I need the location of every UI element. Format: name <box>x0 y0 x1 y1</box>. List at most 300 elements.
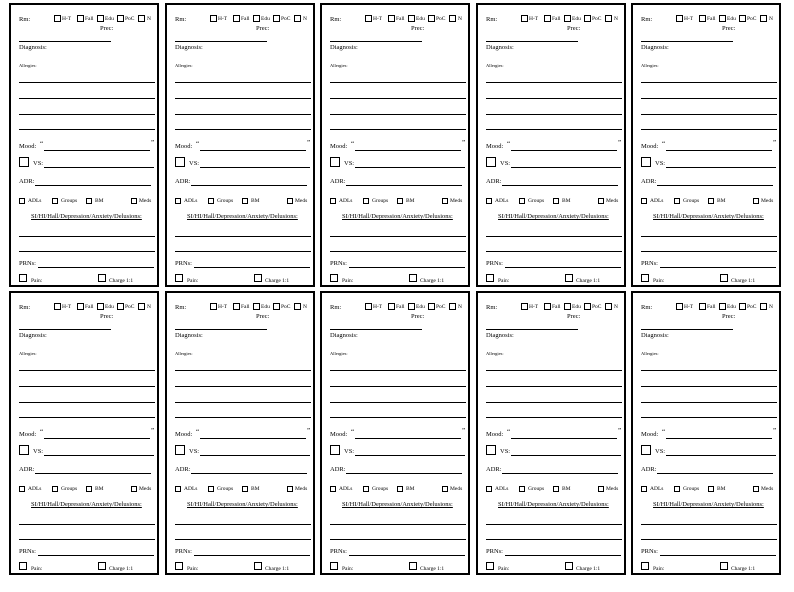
vs-checkbox[interactable] <box>175 445 185 455</box>
mood-label: Mood: <box>486 431 504 438</box>
adls-label: ADLs <box>339 198 353 204</box>
fall-checkbox[interactable] <box>699 15 706 22</box>
mood-open-quote: “ <box>351 140 355 148</box>
room-line[interactable] <box>19 329 111 330</box>
edu-checkbox[interactable] <box>564 303 571 310</box>
notes-line[interactable] <box>641 98 777 99</box>
allergies-label: Allergies: <box>486 63 504 68</box>
ht-label: H-T <box>373 16 383 22</box>
groups-checkbox[interactable] <box>363 486 369 492</box>
n-checkbox[interactable] <box>138 303 145 310</box>
bm-checkbox[interactable] <box>86 486 92 492</box>
room-line[interactable] <box>19 41 111 42</box>
prns-line[interactable] <box>660 267 776 268</box>
notes-line[interactable] <box>19 386 155 387</box>
symptoms-line[interactable] <box>486 524 622 525</box>
vs-line[interactable] <box>355 455 465 456</box>
pain-label: Pain: <box>31 278 43 284</box>
poc-checkbox[interactable] <box>739 303 746 310</box>
prns-line[interactable] <box>38 267 154 268</box>
poc-label: PoC <box>281 16 291 22</box>
room-line[interactable] <box>486 41 578 42</box>
symptoms-line[interactable] <box>175 236 311 237</box>
pain-checkbox[interactable] <box>641 274 649 282</box>
notes-line[interactable] <box>641 82 777 83</box>
adls-checkbox[interactable] <box>641 198 647 204</box>
mood-line[interactable] <box>200 438 306 439</box>
n-checkbox[interactable] <box>294 15 301 22</box>
patient-report-sheet <box>9 3 785 575</box>
notes-line[interactable] <box>330 129 466 130</box>
adr-line[interactable] <box>191 185 307 186</box>
room-label: Rm: <box>641 304 653 311</box>
notes-line[interactable] <box>175 402 311 403</box>
groups-checkbox[interactable] <box>208 198 214 204</box>
diagnosis-label: Diagnosis: <box>486 332 514 339</box>
prns-line[interactable] <box>349 267 465 268</box>
bm-checkbox[interactable] <box>242 486 248 492</box>
notes-line[interactable] <box>330 417 466 418</box>
adr-line[interactable] <box>191 473 307 474</box>
vs-line[interactable] <box>200 455 310 456</box>
adls-checkbox[interactable] <box>330 486 336 492</box>
meds-checkbox[interactable] <box>598 198 604 204</box>
pain-checkbox[interactable] <box>486 274 494 282</box>
notes-line[interactable] <box>486 129 622 130</box>
edu-checkbox[interactable] <box>97 15 104 22</box>
ht-checkbox[interactable] <box>521 15 528 22</box>
bm-checkbox[interactable] <box>86 198 92 204</box>
adls-label: ADLs <box>28 198 42 204</box>
room-label: Rm: <box>641 16 653 23</box>
fall-checkbox[interactable] <box>233 15 240 22</box>
pain-checkbox[interactable] <box>175 562 183 570</box>
meds-checkbox[interactable] <box>287 198 293 204</box>
notes-line[interactable] <box>19 114 155 115</box>
allergies-label: Allergies: <box>330 63 348 68</box>
fall-checkbox[interactable] <box>233 303 240 310</box>
room-line[interactable] <box>641 329 733 330</box>
room-line[interactable] <box>175 41 267 42</box>
pain-checkbox[interactable] <box>641 562 649 570</box>
notes-line[interactable] <box>330 82 466 83</box>
ht-checkbox[interactable] <box>676 15 683 22</box>
bm-label: BM <box>562 486 571 492</box>
room-line[interactable] <box>641 41 733 42</box>
notes-line[interactable] <box>641 129 777 130</box>
prec-label: Prec: <box>722 313 736 320</box>
meds-checkbox[interactable] <box>753 486 759 492</box>
adls-checkbox[interactable] <box>175 486 181 492</box>
meds-checkbox[interactable] <box>131 198 137 204</box>
n-checkbox[interactable] <box>449 15 456 22</box>
edu-label: Edu <box>416 304 425 310</box>
symptoms-line[interactable] <box>641 236 777 237</box>
patient-card <box>165 3 315 287</box>
prns-line[interactable] <box>660 555 776 556</box>
notes-line[interactable] <box>486 98 622 99</box>
adr-line[interactable] <box>35 473 151 474</box>
mood-line[interactable] <box>511 438 617 439</box>
bm-label: BM <box>562 198 571 204</box>
pain-label: Pain: <box>653 278 665 284</box>
vs-line[interactable] <box>511 455 621 456</box>
symptoms-line[interactable] <box>19 539 155 540</box>
symptoms-line[interactable] <box>486 539 622 540</box>
vs-checkbox[interactable] <box>641 157 651 167</box>
bm-checkbox[interactable] <box>708 486 714 492</box>
ht-checkbox[interactable] <box>365 303 372 310</box>
room-label: Rm: <box>330 16 342 23</box>
symptoms-line[interactable] <box>175 539 311 540</box>
mood-line[interactable] <box>44 150 150 151</box>
mood-close-quote: ” <box>618 427 622 435</box>
symptoms-line[interactable] <box>486 236 622 237</box>
notes-line[interactable] <box>330 98 466 99</box>
ht-checkbox[interactable] <box>365 15 372 22</box>
n-checkbox[interactable] <box>605 303 612 310</box>
poc-checkbox[interactable] <box>584 303 591 310</box>
vs-line[interactable] <box>355 167 465 168</box>
charge-checkbox[interactable] <box>565 562 573 570</box>
notes-line[interactable] <box>175 370 311 371</box>
fall-checkbox[interactable] <box>544 15 551 22</box>
vs-line[interactable] <box>511 167 621 168</box>
prns-label: PRNs: <box>641 548 658 555</box>
vs-label: VS: <box>33 160 44 167</box>
poc-checkbox[interactable] <box>273 15 280 22</box>
ht-checkbox[interactable] <box>54 303 61 310</box>
notes-line[interactable] <box>19 370 155 371</box>
notes-line[interactable] <box>19 402 155 403</box>
fall-checkbox[interactable] <box>77 303 84 310</box>
pain-checkbox[interactable] <box>175 274 183 282</box>
groups-label: Groups <box>683 198 700 204</box>
n-label: N <box>458 16 462 22</box>
notes-line[interactable] <box>641 386 777 387</box>
bm-checkbox[interactable] <box>397 198 403 204</box>
vs-label: VS: <box>500 160 511 167</box>
vs-checkbox[interactable] <box>486 445 496 455</box>
groups-checkbox[interactable] <box>674 486 680 492</box>
notes-line[interactable] <box>175 386 311 387</box>
charge-checkbox[interactable] <box>254 274 262 282</box>
n-checkbox[interactable] <box>449 303 456 310</box>
notes-line[interactable] <box>641 402 777 403</box>
notes-line[interactable] <box>19 82 155 83</box>
mood-line[interactable] <box>355 438 461 439</box>
n-checkbox[interactable] <box>294 303 301 310</box>
pain-checkbox[interactable] <box>19 562 27 570</box>
notes-line[interactable] <box>641 417 777 418</box>
symptoms-line[interactable] <box>19 524 155 525</box>
poc-label: PoC <box>592 16 602 22</box>
notes-line[interactable] <box>175 98 311 99</box>
notes-line[interactable] <box>330 386 466 387</box>
edu-checkbox[interactable] <box>253 303 260 310</box>
fall-label: Fall <box>707 16 716 22</box>
mood-line[interactable] <box>666 438 772 439</box>
ht-checkbox[interactable] <box>676 303 683 310</box>
groups-label: Groups <box>372 198 389 204</box>
bm-label: BM <box>95 198 104 204</box>
bm-label: BM <box>406 486 415 492</box>
vs-label: VS: <box>655 160 666 167</box>
mood-close-quote: ” <box>773 139 777 147</box>
n-checkbox[interactable] <box>605 15 612 22</box>
adls-checkbox[interactable] <box>19 198 25 204</box>
charge-label: Charge 1:1 <box>731 566 756 572</box>
notes-line[interactable] <box>486 417 622 418</box>
ht-checkbox[interactable] <box>54 15 61 22</box>
pain-checkbox[interactable] <box>486 562 494 570</box>
charge-checkbox[interactable] <box>254 562 262 570</box>
adr-label: ADR: <box>175 178 191 185</box>
adls-label: ADLs <box>495 486 509 492</box>
meds-checkbox[interactable] <box>753 198 759 204</box>
bm-label: BM <box>251 486 260 492</box>
vs-checkbox[interactable] <box>330 157 340 167</box>
fall-checkbox[interactable] <box>699 303 706 310</box>
vs-checkbox[interactable] <box>330 445 340 455</box>
bm-checkbox[interactable] <box>553 198 559 204</box>
groups-checkbox[interactable] <box>52 198 58 204</box>
edu-checkbox[interactable] <box>253 15 260 22</box>
ht-checkbox[interactable] <box>521 303 528 310</box>
groups-checkbox[interactable] <box>674 198 680 204</box>
room-line[interactable] <box>330 41 422 42</box>
allergies-label: Allergies: <box>175 351 193 356</box>
charge-label: Charge 1:1 <box>109 278 134 284</box>
edu-checkbox[interactable] <box>719 15 726 22</box>
fall-label: Fall <box>552 304 561 310</box>
symptoms-line[interactable] <box>330 236 466 237</box>
room-label: Rm: <box>19 16 31 23</box>
poc-checkbox[interactable] <box>739 15 746 22</box>
bm-checkbox[interactable] <box>242 198 248 204</box>
notes-line[interactable] <box>175 129 311 130</box>
notes-line[interactable] <box>175 114 311 115</box>
patient-card <box>631 3 781 287</box>
poc-checkbox[interactable] <box>584 15 591 22</box>
vs-label: VS: <box>189 448 200 455</box>
notes-line[interactable] <box>486 370 622 371</box>
notes-line[interactable] <box>175 417 311 418</box>
mood-line[interactable] <box>666 150 772 151</box>
pain-checkbox[interactable] <box>330 562 338 570</box>
adr-line[interactable] <box>657 185 773 186</box>
mood-line[interactable] <box>200 150 306 151</box>
poc-checkbox[interactable] <box>117 303 124 310</box>
poc-label: PoC <box>747 304 757 310</box>
meds-label: Meds <box>606 198 619 204</box>
ht-checkbox[interactable] <box>210 15 217 22</box>
adls-checkbox[interactable] <box>486 198 492 204</box>
fall-checkbox[interactable] <box>544 303 551 310</box>
mood-close-quote: ” <box>618 139 622 147</box>
vs-line[interactable] <box>666 455 776 456</box>
poc-checkbox[interactable] <box>428 303 435 310</box>
mood-line[interactable] <box>511 150 617 151</box>
charge-checkbox[interactable] <box>409 274 417 282</box>
prns-line[interactable] <box>505 267 621 268</box>
notes-line[interactable] <box>330 402 466 403</box>
vs-checkbox[interactable] <box>486 157 496 167</box>
n-checkbox[interactable] <box>760 15 767 22</box>
ht-checkbox[interactable] <box>210 303 217 310</box>
meds-checkbox[interactable] <box>598 486 604 492</box>
symptoms-line[interactable] <box>486 251 622 252</box>
groups-checkbox[interactable] <box>519 198 525 204</box>
notes-line[interactable] <box>486 82 622 83</box>
fall-label: Fall <box>396 304 405 310</box>
pain-label: Pain: <box>31 566 43 572</box>
symptoms-line[interactable] <box>641 524 777 525</box>
mood-line[interactable] <box>355 150 461 151</box>
meds-checkbox[interactable] <box>442 198 448 204</box>
ht-label: H-T <box>684 16 694 22</box>
room-line[interactable] <box>330 329 422 330</box>
fall-label: Fall <box>85 304 94 310</box>
symptoms-label: SI/HI/Hall/Depression/Anxiety/Delusions: <box>498 501 609 508</box>
notes-line[interactable] <box>486 386 622 387</box>
prns-line[interactable] <box>349 555 465 556</box>
poc-checkbox[interactable] <box>273 303 280 310</box>
mood-line[interactable] <box>44 438 150 439</box>
edu-label: Edu <box>572 304 581 310</box>
adls-checkbox[interactable] <box>330 198 336 204</box>
pain-checkbox[interactable] <box>330 274 338 282</box>
symptoms-line[interactable] <box>330 539 466 540</box>
adr-line[interactable] <box>502 473 618 474</box>
pain-checkbox[interactable] <box>19 274 27 282</box>
diagnosis-label: Diagnosis: <box>330 332 358 339</box>
groups-checkbox[interactable] <box>519 486 525 492</box>
symptoms-line[interactable] <box>641 251 777 252</box>
symptoms-line[interactable] <box>19 251 155 252</box>
vs-line[interactable] <box>44 455 154 456</box>
charge-checkbox[interactable] <box>720 274 728 282</box>
notes-line[interactable] <box>641 114 777 115</box>
n-label: N <box>458 304 462 310</box>
mood-close-quote: ” <box>773 427 777 435</box>
symptoms-line[interactable] <box>19 236 155 237</box>
adr-label: ADR: <box>486 178 502 185</box>
vs-checkbox[interactable] <box>19 445 29 455</box>
edu-checkbox[interactable] <box>408 303 415 310</box>
adls-checkbox[interactable] <box>486 486 492 492</box>
notes-line[interactable] <box>19 98 155 99</box>
notes-line[interactable] <box>19 129 155 130</box>
groups-label: Groups <box>372 486 389 492</box>
vs-checkbox[interactable] <box>641 445 651 455</box>
edu-checkbox[interactable] <box>719 303 726 310</box>
bm-checkbox[interactable] <box>397 486 403 492</box>
adls-checkbox[interactable] <box>175 198 181 204</box>
allergies-label: Allergies: <box>330 351 348 356</box>
room-label: Rm: <box>175 16 187 23</box>
notes-line[interactable] <box>486 402 622 403</box>
charge-checkbox[interactable] <box>98 562 106 570</box>
fall-label: Fall <box>707 304 716 310</box>
ht-label: H-T <box>218 304 228 310</box>
adr-line[interactable] <box>502 185 618 186</box>
fall-checkbox[interactable] <box>77 15 84 22</box>
adr-line[interactable] <box>346 473 462 474</box>
edu-checkbox[interactable] <box>97 303 104 310</box>
edu-label: Edu <box>572 16 581 22</box>
meds-checkbox[interactable] <box>442 486 448 492</box>
symptoms-line[interactable] <box>330 251 466 252</box>
symptoms-line[interactable] <box>330 524 466 525</box>
symptoms-label: SI/HI/Hall/Depression/Anxiety/Delusions: <box>31 501 142 508</box>
charge-checkbox[interactable] <box>565 274 573 282</box>
bm-label: BM <box>406 198 415 204</box>
edu-checkbox[interactable] <box>564 15 571 22</box>
bm-checkbox[interactable] <box>553 486 559 492</box>
patient-card <box>320 3 470 287</box>
notes-line[interactable] <box>19 417 155 418</box>
groups-checkbox[interactable] <box>52 486 58 492</box>
vs-checkbox[interactable] <box>19 157 29 167</box>
prns-line[interactable] <box>505 555 621 556</box>
meds-checkbox[interactable] <box>287 486 293 492</box>
bm-checkbox[interactable] <box>708 198 714 204</box>
notes-line[interactable] <box>641 370 777 371</box>
notes-line[interactable] <box>175 82 311 83</box>
prns-line[interactable] <box>194 555 310 556</box>
symptoms-line[interactable] <box>175 524 311 525</box>
symptoms-line[interactable] <box>641 539 777 540</box>
poc-label: PoC <box>125 304 135 310</box>
vs-line[interactable] <box>44 167 154 168</box>
notes-line[interactable] <box>330 370 466 371</box>
vs-line[interactable] <box>200 167 310 168</box>
n-checkbox[interactable] <box>760 303 767 310</box>
symptoms-line[interactable] <box>175 251 311 252</box>
notes-line[interactable] <box>486 114 622 115</box>
charge-checkbox[interactable] <box>98 274 106 282</box>
room-line[interactable] <box>175 329 267 330</box>
charge-checkbox[interactable] <box>720 562 728 570</box>
notes-line[interactable] <box>330 114 466 115</box>
poc-checkbox[interactable] <box>117 15 124 22</box>
charge-checkbox[interactable] <box>409 562 417 570</box>
room-line[interactable] <box>486 329 578 330</box>
poc-checkbox[interactable] <box>428 15 435 22</box>
prns-line[interactable] <box>38 555 154 556</box>
adls-checkbox[interactable] <box>641 486 647 492</box>
adls-checkbox[interactable] <box>19 486 25 492</box>
adr-line[interactable] <box>346 185 462 186</box>
adr-line[interactable] <box>35 185 151 186</box>
edu-checkbox[interactable] <box>408 15 415 22</box>
fall-checkbox[interactable] <box>388 303 395 310</box>
n-checkbox[interactable] <box>138 15 145 22</box>
fall-checkbox[interactable] <box>388 15 395 22</box>
vs-line[interactable] <box>666 167 776 168</box>
vs-checkbox[interactable] <box>175 157 185 167</box>
prns-label: PRNs: <box>330 260 347 267</box>
charge-label: Charge 1:1 <box>265 566 290 572</box>
groups-checkbox[interactable] <box>208 486 214 492</box>
prns-line[interactable] <box>194 267 310 268</box>
meds-checkbox[interactable] <box>131 486 137 492</box>
prns-label: PRNs: <box>175 260 192 267</box>
groups-checkbox[interactable] <box>363 198 369 204</box>
n-label: N <box>147 304 151 310</box>
adr-line[interactable] <box>657 473 773 474</box>
